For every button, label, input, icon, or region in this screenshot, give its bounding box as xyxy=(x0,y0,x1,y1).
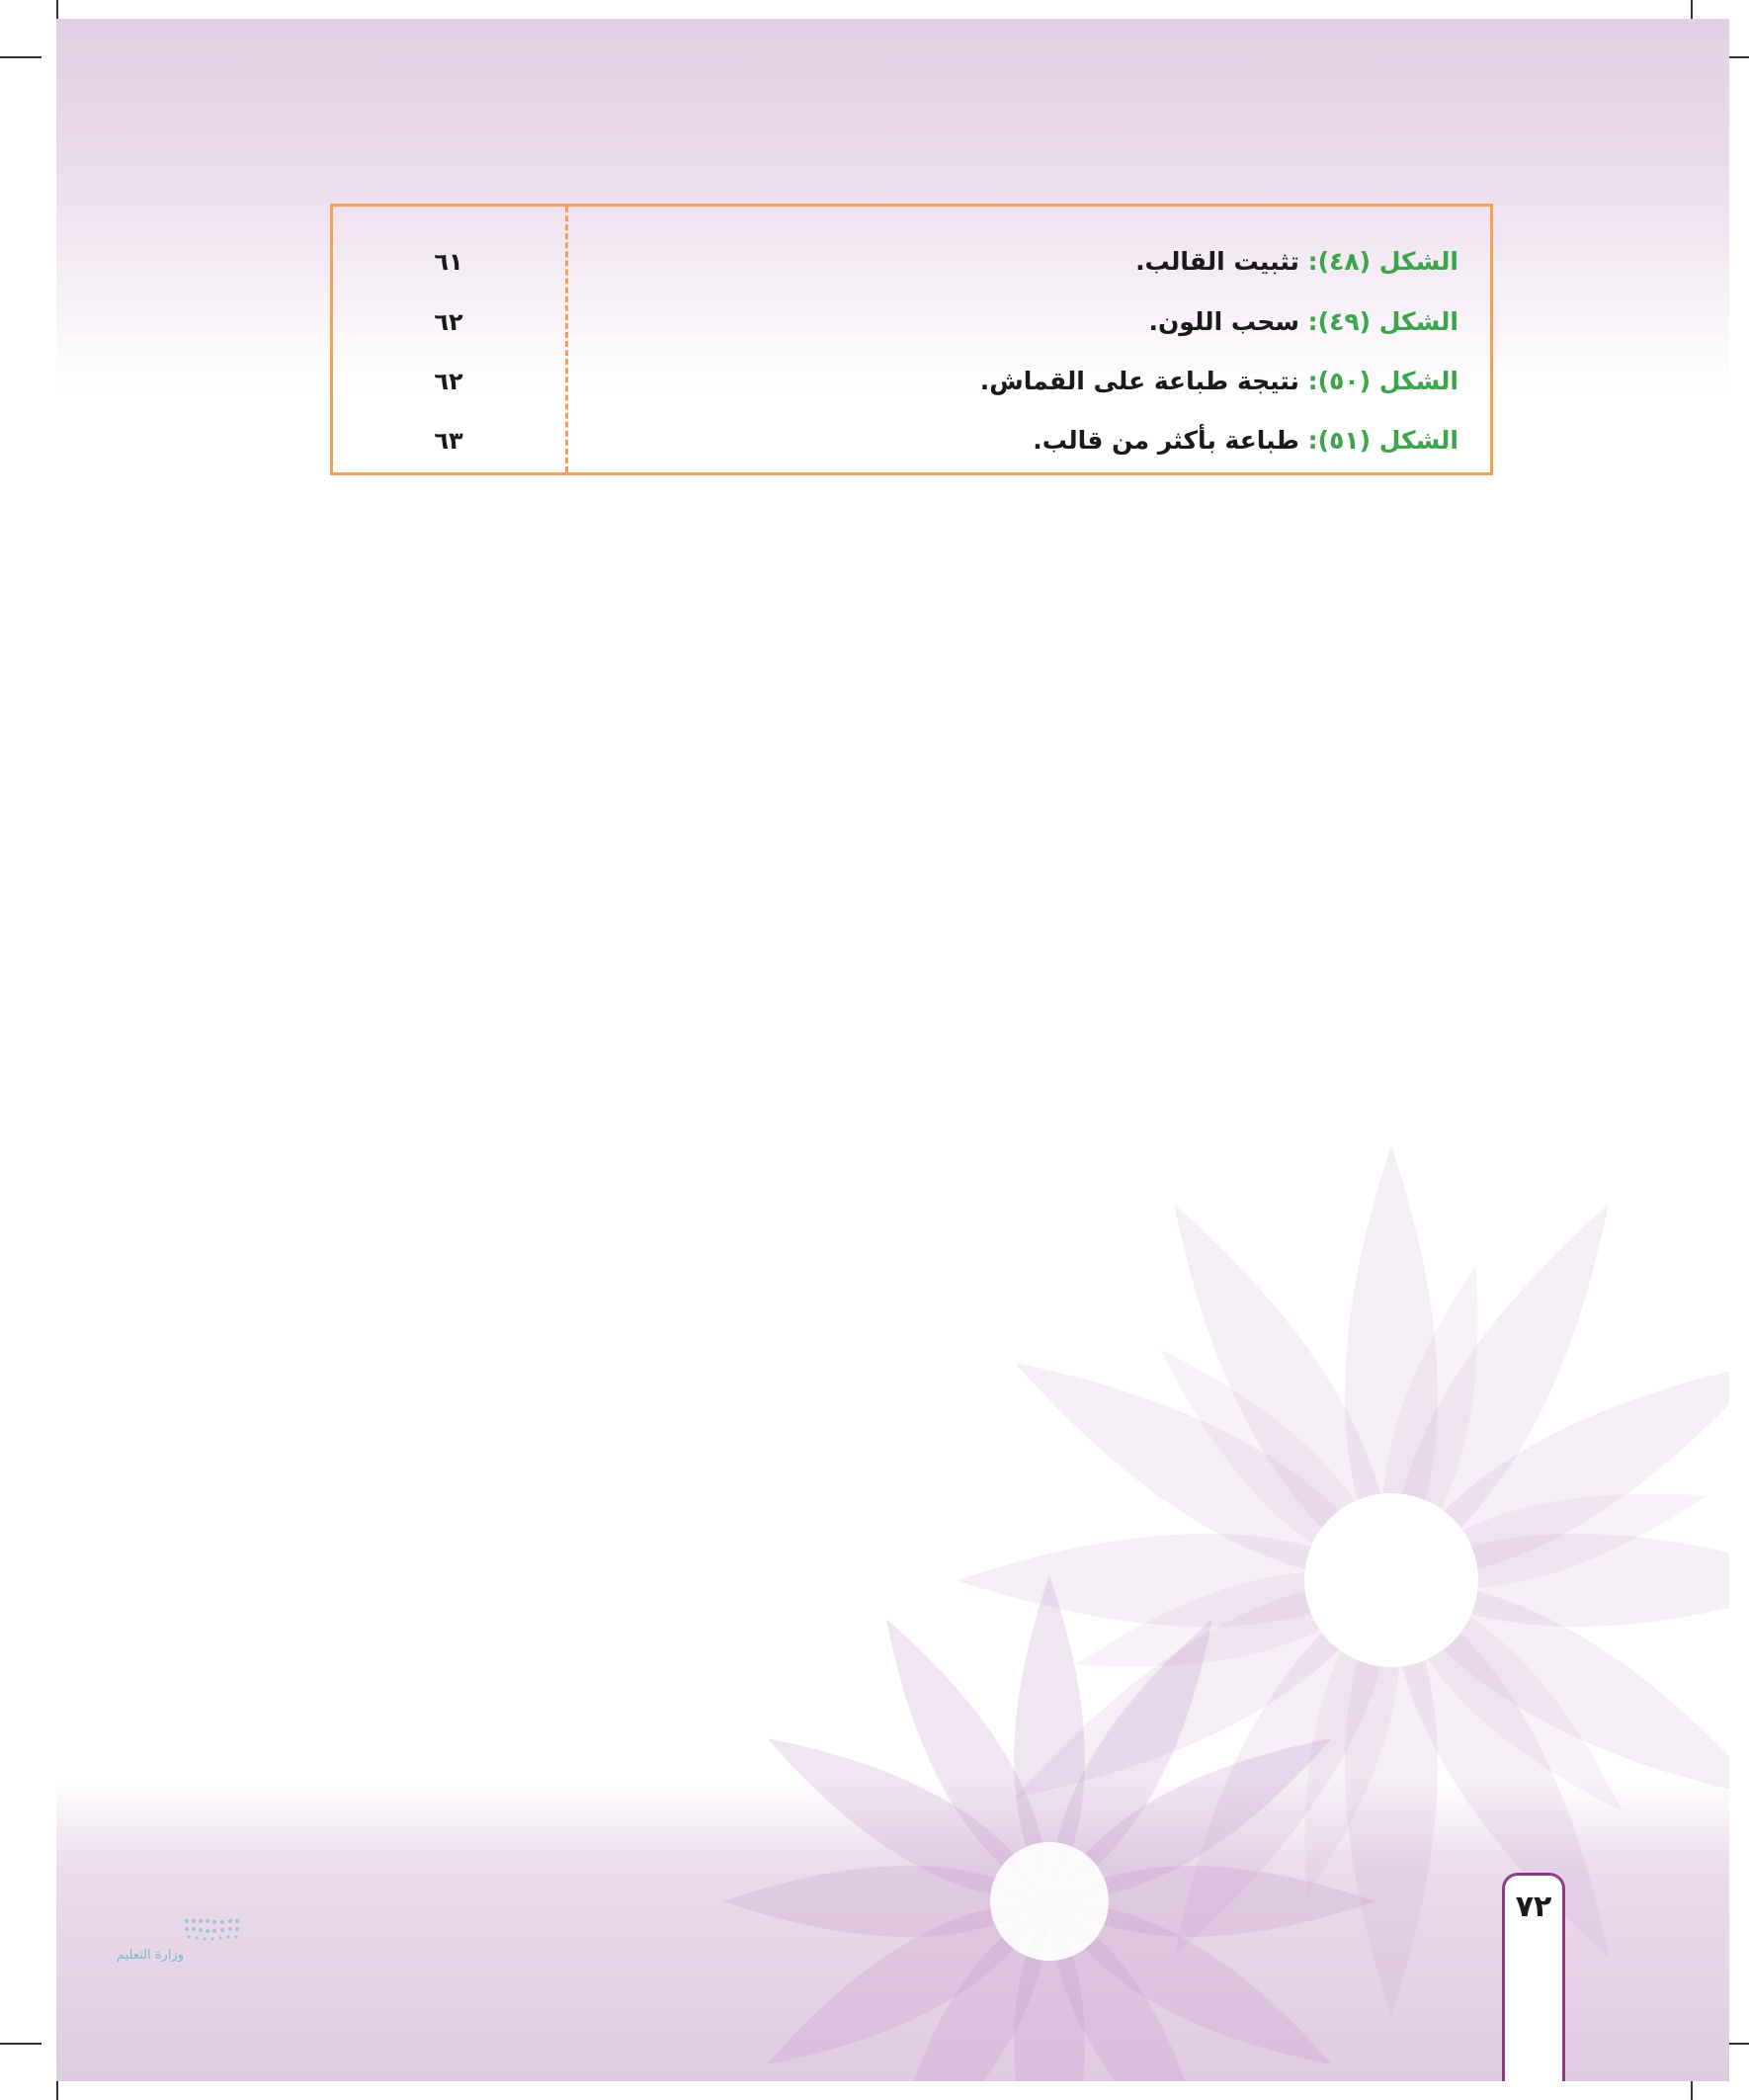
page-number: ٦٣ xyxy=(434,427,463,455)
toc-entry xyxy=(609,293,1458,352)
ministry-logo-text: وزارة التعليم xyxy=(116,1948,185,1963)
figure-description: نتيجة طباعة على القماش. xyxy=(979,367,1299,395)
page-folio-number: ٧٢ xyxy=(1515,1890,1552,1924)
toc-entry xyxy=(609,411,1458,470)
toc-entry xyxy=(609,232,1458,292)
crop-mark-bottom-left-h xyxy=(0,2043,42,2045)
dashed-divider xyxy=(565,207,568,472)
page xyxy=(56,19,1729,2081)
figure-label: الشكل (٤٩): xyxy=(1307,307,1458,336)
page-folio-tab xyxy=(1502,1873,1565,2081)
figure-label: الشكل (٥٠): xyxy=(1307,367,1458,395)
figure-label: الشكل (٥١): xyxy=(1307,426,1458,455)
crop-mark-top-left-h xyxy=(0,56,42,58)
figures-index-box xyxy=(330,204,1493,475)
figure-description: سحب اللون. xyxy=(1148,307,1299,336)
figure-label: الشكل (٤٨): xyxy=(1307,247,1458,276)
toc-entry xyxy=(609,352,1458,411)
page-number: ٦٢ xyxy=(434,308,463,336)
page-number: ٦٢ xyxy=(434,368,463,395)
page-number: ٦١ xyxy=(434,248,463,276)
figure-description: طباعة بأكثر من قالب. xyxy=(1033,426,1299,455)
figure-description: تثبيت القالب. xyxy=(1135,247,1299,276)
